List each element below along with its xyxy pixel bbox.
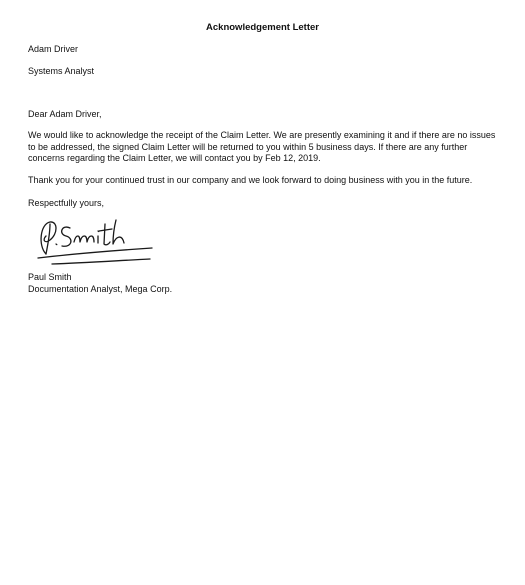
- handwritten-signature: [32, 214, 157, 269]
- recipient-name: Adam Driver: [28, 44, 79, 54]
- document-title: Acknowledgement Letter: [206, 22, 319, 33]
- salutation: Dear Adam Driver,: [28, 109, 102, 119]
- body-paragraph-1: We would like to acknowledge the receipt of the Claim Letter. We are presently examining it and if there are no issues to be addressed, the signed Claim Letter will be returned to you within 5 business days. If there are any further concerns regarding the Claim Letter, we will contact you by Feb 12, 2019.: [28, 130, 496, 163]
- sender-title: Documentation Analyst, Mega Corp.: [28, 284, 173, 294]
- recipient-title: Systems Analyst: [28, 66, 95, 76]
- closing: Respectfully yours,: [28, 198, 105, 208]
- sender-name: Paul Smith: [28, 272, 72, 282]
- body-paragraph-2: Thank you for your continued trust in our company and we look forward to doing business with you in the future.: [28, 175, 473, 185]
